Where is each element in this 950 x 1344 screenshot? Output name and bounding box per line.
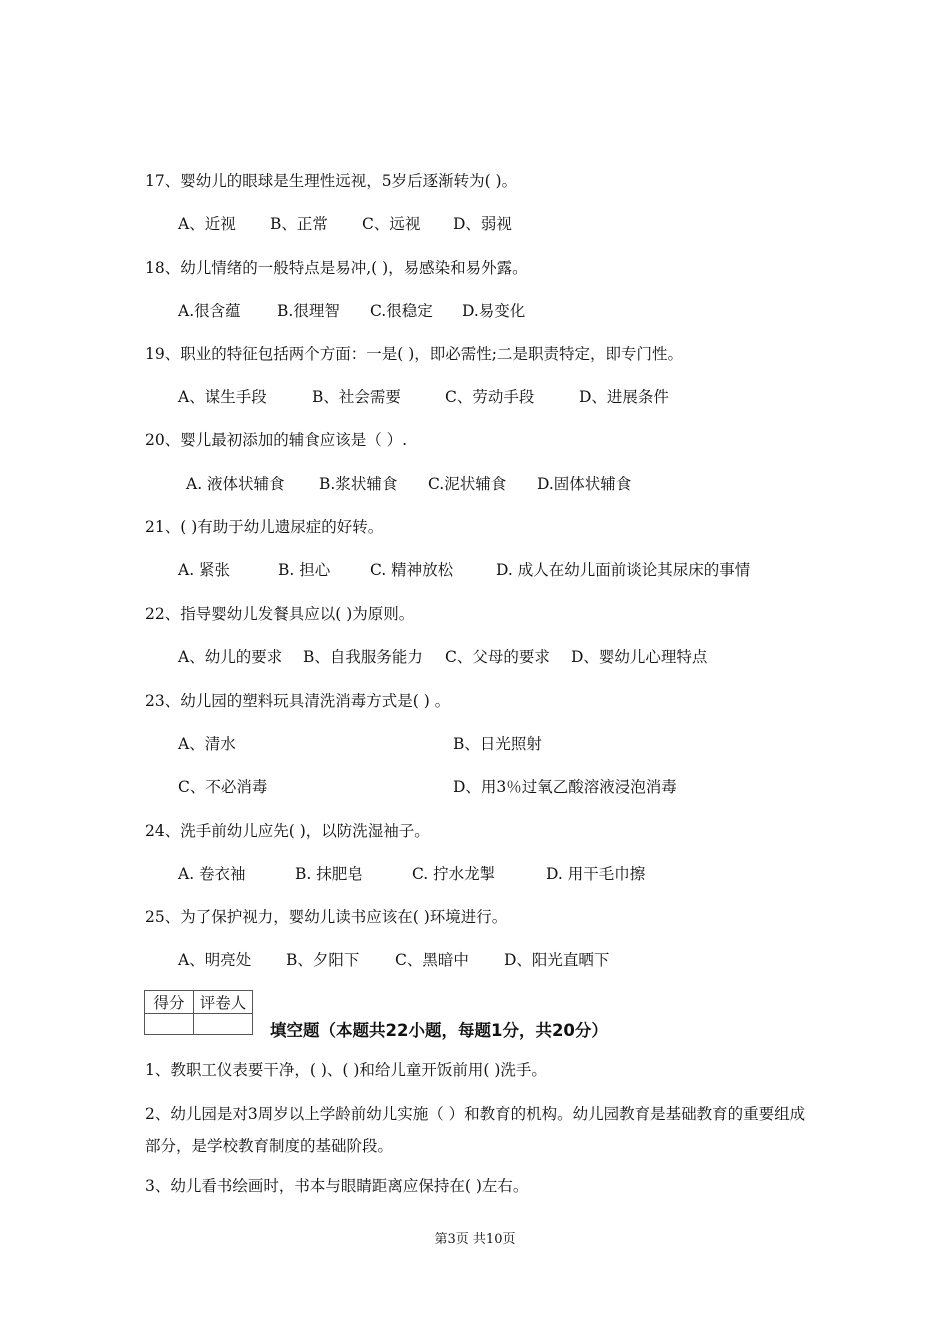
question-19-option-c: C、劳动手段: [445, 388, 535, 406]
question-17-stem: 17、婴幼儿的眼球是生理性远视，5岁后逐渐转为( )。: [145, 172, 518, 190]
question-22-option-b: B、自我服务能力: [303, 648, 423, 666]
question-23-option-a: A、清水: [178, 735, 236, 753]
question-21-option-d: D. 成人在幼儿面前谈论其尿床的事情: [496, 561, 751, 579]
score-cell: [145, 1014, 194, 1035]
question-19-option-d: D、进展条件: [579, 388, 669, 406]
question-17-option-c: C、远视: [362, 215, 421, 233]
question-25-option-a: A、明亮处: [178, 951, 252, 969]
question-20-option-c: C.泥状辅食: [428, 475, 507, 493]
question-17-option-a: A、近视: [178, 215, 236, 233]
question-23-stem: 23、幼儿园的塑料玩具清洗消毒方式是( ) 。: [145, 692, 451, 710]
question-17-option-b: B、正常: [270, 215, 328, 233]
question-25-option-d: D、阳光直晒下: [504, 951, 610, 969]
grader-header: 评卷人: [194, 991, 253, 1014]
question-24-option-a: A. 卷衣袖: [178, 865, 246, 883]
question-18-option-c: C.很稳定: [370, 302, 433, 320]
question-21-option-a: A. 紧张: [178, 561, 231, 579]
question-20-stem: 20、婴儿最初添加的辅食应该是（ ）.: [145, 431, 408, 449]
question-18-option-a: A.很含蕴: [178, 302, 241, 320]
question-23-option-b: B、日光照射: [453, 735, 542, 753]
question-25-option-c: C、黑暗中: [395, 951, 469, 969]
question-20-option-a: A. 液体状辅食: [186, 475, 285, 493]
score-box: [144, 990, 253, 1035]
question-22-option-a: A、幼儿的要求: [178, 648, 283, 666]
question-24-option-d: D. 用干毛巾擦: [546, 865, 646, 883]
page-footer: 第3页 共10页: [434, 1232, 516, 1247]
question-21-option-c: C. 精神放松: [370, 561, 454, 579]
question-25-stem: 25、为了保护视力，婴幼儿读书应该在( )环境进行。: [145, 908, 508, 926]
score-header: 得分: [145, 991, 194, 1014]
question-25-option-b: B、夕阳下: [286, 951, 360, 969]
question-22-option-d: D、婴幼儿心理特点: [571, 648, 708, 666]
question-17-option-d: D、弱视: [453, 215, 512, 233]
question-21-option-b: B. 担心: [278, 561, 331, 579]
section-title: 填空题（本题共22小题，每题1分，共20分）: [270, 1021, 608, 1040]
question-24-option-b: B. 抹肥皂: [295, 865, 363, 883]
question-19-stem: 19、职业的特征包括两个方面：一是( )，即必需性;二是职责特定，即专门性。: [145, 345, 683, 363]
question-18-stem: 18、幼儿情绪的一般特点是易冲,( )，易感染和易外露。: [145, 259, 528, 277]
question-21-stem: 21、( )有助于幼儿遗尿症的好转。: [145, 518, 384, 536]
question-18-option-d: D.易变化: [462, 302, 526, 320]
question-18-option-b: B.很理智: [277, 302, 340, 320]
question-20-option-b: B.浆状辅食: [319, 475, 398, 493]
question-20-option-d: D.固体状辅食: [537, 475, 632, 493]
question-19-option-b: B、社会需要: [312, 388, 401, 406]
question-19-option-a: A、谋生手段: [178, 388, 267, 406]
grader-cell: [194, 1014, 253, 1035]
question-23-option-c: C、不必消毒: [178, 778, 268, 796]
question-22-stem: 22、指导婴幼儿发餐具应以( )为原则。: [145, 605, 415, 623]
question-24-option-c: C. 拧水龙掣: [412, 865, 496, 883]
fill-item-2: 2、幼儿园是对3周岁以上学龄前幼儿实施（ ）和教育的机构。幼儿园教育是基础教育的重要组成部分，是学校教育制度的基础阶段。: [145, 1105, 806, 1155]
question-23-option-d: D、用3％过氧乙酸溶液浸泡消毒: [453, 778, 677, 796]
question-22-option-c: C、父母的要求: [445, 648, 550, 666]
fill-item-3: 3、幼儿看书绘画时，书本与眼睛距离应保持在( )左右。: [145, 1177, 529, 1195]
question-24-stem: 24、洗手前幼儿应先( )，以防洗湿袖子。: [145, 822, 430, 840]
fill-item-1: 1、教职工仪表要干净，( )、( )和给儿童开饭前用( )洗手。: [145, 1061, 547, 1079]
